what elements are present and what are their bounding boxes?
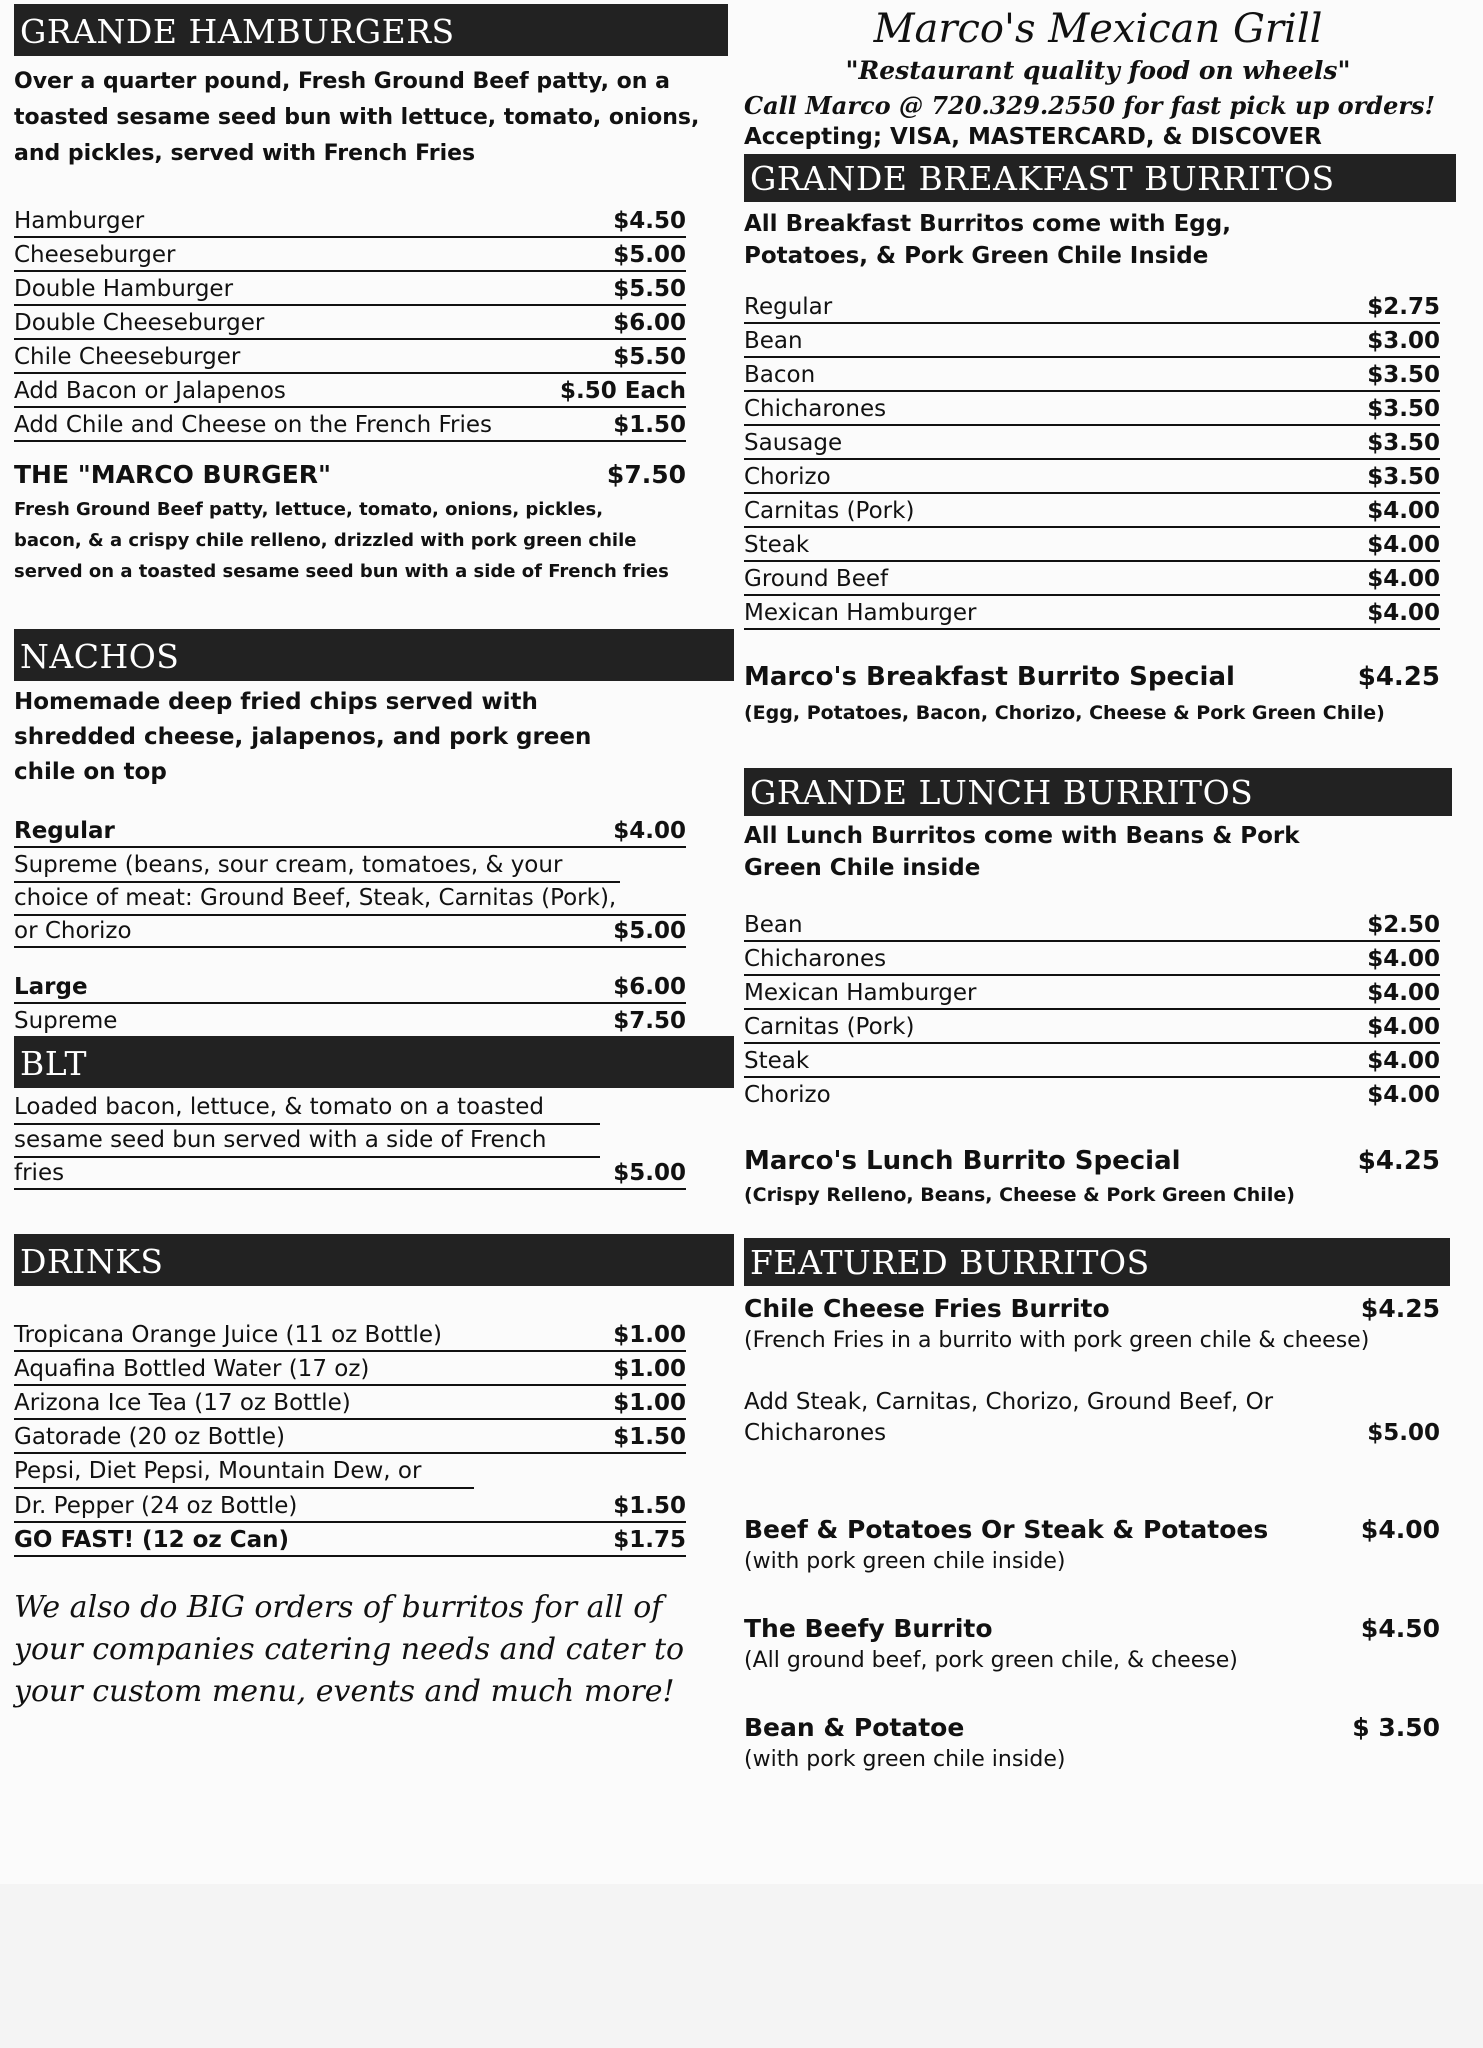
menu-row: Chicharones $3.50: [744, 394, 1440, 426]
menu-row: Add Chile and Cheese on the French Fries $1.50: [14, 410, 686, 442]
menu-row: Bean $2.50: [744, 910, 1440, 942]
menu-row: Hamburger $4.50: [14, 206, 686, 238]
nachos-list: [14, 816, 686, 1036]
breakfast-description: All Breakfast Burritos come with Egg, Potatoes, & Pork Green Chile Inside: [744, 211, 1231, 269]
blt-text: Loaded bacon, lettuce, & tomato on a toasted sesame seed bun served with a side of French fries $5.00: [14, 1092, 686, 1190]
catering-note: We also do BIG orders of burritos for all of your companies catering needs and cater to your custom menu, events and much more!: [14, 1590, 685, 1709]
menu-row: Steak $4.00: [744, 1046, 1440, 1078]
tagline: "Restaurant quality food on wheels": [845, 56, 1351, 85]
left-column: [14, 0, 728, 1713]
lunch-list: [744, 910, 1440, 1110]
menu-row: Chorizo $4.00: [744, 1082, 1440, 1108]
menu-row: Gatorade (20 oz Bottle) $1.50: [14, 1422, 686, 1454]
menu-row: Chile Cheeseburger $5.50: [14, 342, 686, 374]
featured-add-meat: Add Steak, Carnitas, Chorizo, Ground Beef, Or Chicharones $5.00: [744, 1389, 1440, 1446]
right-column: [744, 0, 1452, 1776]
menu-row: Bean $3.00: [744, 326, 1440, 358]
nachos-heading: NACHOS: [14, 629, 734, 681]
menu-row: Sausage $3.50: [744, 428, 1440, 460]
drinks-pepsi-line1: Pepsi, Diet Pepsi, Mountain Dew, or: [14, 1456, 474, 1489]
nachos-description: Homemade deep fried chips served with shredded cheese, jalapenos, and pork green chile on top: [14, 689, 592, 785]
menu-row: Add Bacon or Jalapenos $.50 Each: [14, 376, 686, 408]
menu-row: Arizona Ice Tea (17 oz Bottle) $1.00: [14, 1388, 686, 1420]
menu-row: Mexican Hamburger $4.00: [744, 598, 1440, 630]
restaurant-title: Marco's Mexican Grill: [873, 6, 1323, 52]
hamburgers-description: Over a quarter pound, Fresh Ground Beef patty, on a toasted sesame seed bun with lettuce, tomato, onions, and pickles, served with French Fries: [14, 69, 700, 166]
menu-row: Aquafina Bottled Water (17 oz) $1.00: [14, 1354, 686, 1386]
menu-row: Double Hamburger $5.50: [14, 274, 686, 306]
drinks-heading: DRINKS: [14, 1234, 734, 1286]
breakfast-list: [744, 292, 1440, 630]
featured-item: Chile Cheese Fries Burrito $4.25: [744, 1294, 1440, 1323]
menu-row: Bacon $3.50: [744, 360, 1440, 392]
menu-row: Carnitas (Pork) $4.00: [744, 1012, 1440, 1044]
drinks-list: [14, 1320, 686, 1557]
breakfast-special: Marco's Breakfast Burrito Special $4.25: [744, 662, 1440, 692]
menu-row: Cheeseburger $5.00: [14, 240, 686, 272]
blt-heading: BLT: [14, 1036, 734, 1088]
menu-row: Regular $4.00: [14, 816, 686, 848]
lunch-special: Marco's Lunch Burrito Special $4.25: [744, 1146, 1440, 1176]
menu-row: Supreme $7.50: [14, 1008, 686, 1034]
featured-note: (All ground beef, pork green chile, & cheese): [744, 1648, 1238, 1673]
menu-row: Steak $4.00: [744, 530, 1440, 562]
menu-row: GO FAST! (12 oz Can) $1.75: [14, 1525, 686, 1557]
menu-row: Chorizo $3.50: [744, 462, 1440, 494]
menu-row: Large $6.00: [14, 972, 686, 1004]
breakfast-special-note: (Egg, Potatoes, Bacon, Chorizo, Cheese & Pork Green Chile): [744, 702, 1385, 724]
lunch-special-note: (Crispy Relleno, Beans, Cheese & Pork Green Chile): [744, 1184, 1295, 1206]
call-info: Call Marco @ 720.329.2550 for fast pick up orders!: [744, 91, 1436, 120]
menu-row: Chicharones $4.00: [744, 944, 1440, 976]
menu-row: Carnitas (Pork) $4.00: [744, 496, 1440, 528]
marco-burger-description: Fresh Ground Beef patty, lettuce, tomato, onions, pickles, bacon, & a crispy chile relleno, drizzled with pork green chile served on a toasted sesame seed bun with a side of French fries: [14, 499, 669, 582]
menu-row: Mexican Hamburger $4.00: [744, 978, 1440, 1010]
payment-info: Accepting; VISA, MASTERCARD, & DISCOVER: [744, 124, 1322, 150]
menu-row: Dr. Pepper (24 oz Bottle) $1.50: [14, 1491, 686, 1523]
lunch-heading: GRANDE LUNCH BURRITOS: [744, 768, 1452, 816]
featured-item: Bean & Potatoe $ 3.50: [744, 1713, 1440, 1742]
hamburgers-list: [14, 206, 686, 442]
featured-note: (French Fries in a burrito with pork green chile & cheese): [744, 1328, 1370, 1353]
breakfast-heading: GRANDE BREAKFAST BURRITOS: [744, 154, 1456, 202]
menu-row: or Chorizo $5.00: [14, 916, 686, 948]
featured-item: Beef & Potatoes Or Steak & Potatoes $4.00: [744, 1515, 1440, 1544]
featured-heading: FEATURED BURRITOS: [744, 1238, 1450, 1286]
menu-row: Regular $2.75: [744, 292, 1440, 324]
menu-row: Double Cheeseburger $6.00: [14, 308, 686, 340]
featured-item: The Beefy Burrito $4.50: [744, 1614, 1440, 1643]
hamburgers-heading: GRANDE HAMBURGERS: [14, 4, 728, 56]
featured-note: (with pork green chile inside): [744, 1747, 1066, 1772]
marco-burger-row: THE "MARCO BURGER" $7.50: [14, 460, 686, 489]
featured-list: [744, 1292, 1440, 1776]
nachos-supreme-text: Supreme (beans, sour cream, tomatoes, & your choice of meat: Ground Beef, Steak, Carnitas (Pork), or Chorizo $5.00: [14, 850, 686, 948]
menu-row: Tropicana Orange Juice (11 oz Bottle) $1.00: [14, 1320, 686, 1352]
menu-row: Ground Beef $4.00: [744, 564, 1440, 596]
featured-note: (with pork green chile inside): [744, 1549, 1066, 1574]
lunch-description: All Lunch Burritos come with Beans & Pork Green Chile inside: [744, 823, 1300, 881]
